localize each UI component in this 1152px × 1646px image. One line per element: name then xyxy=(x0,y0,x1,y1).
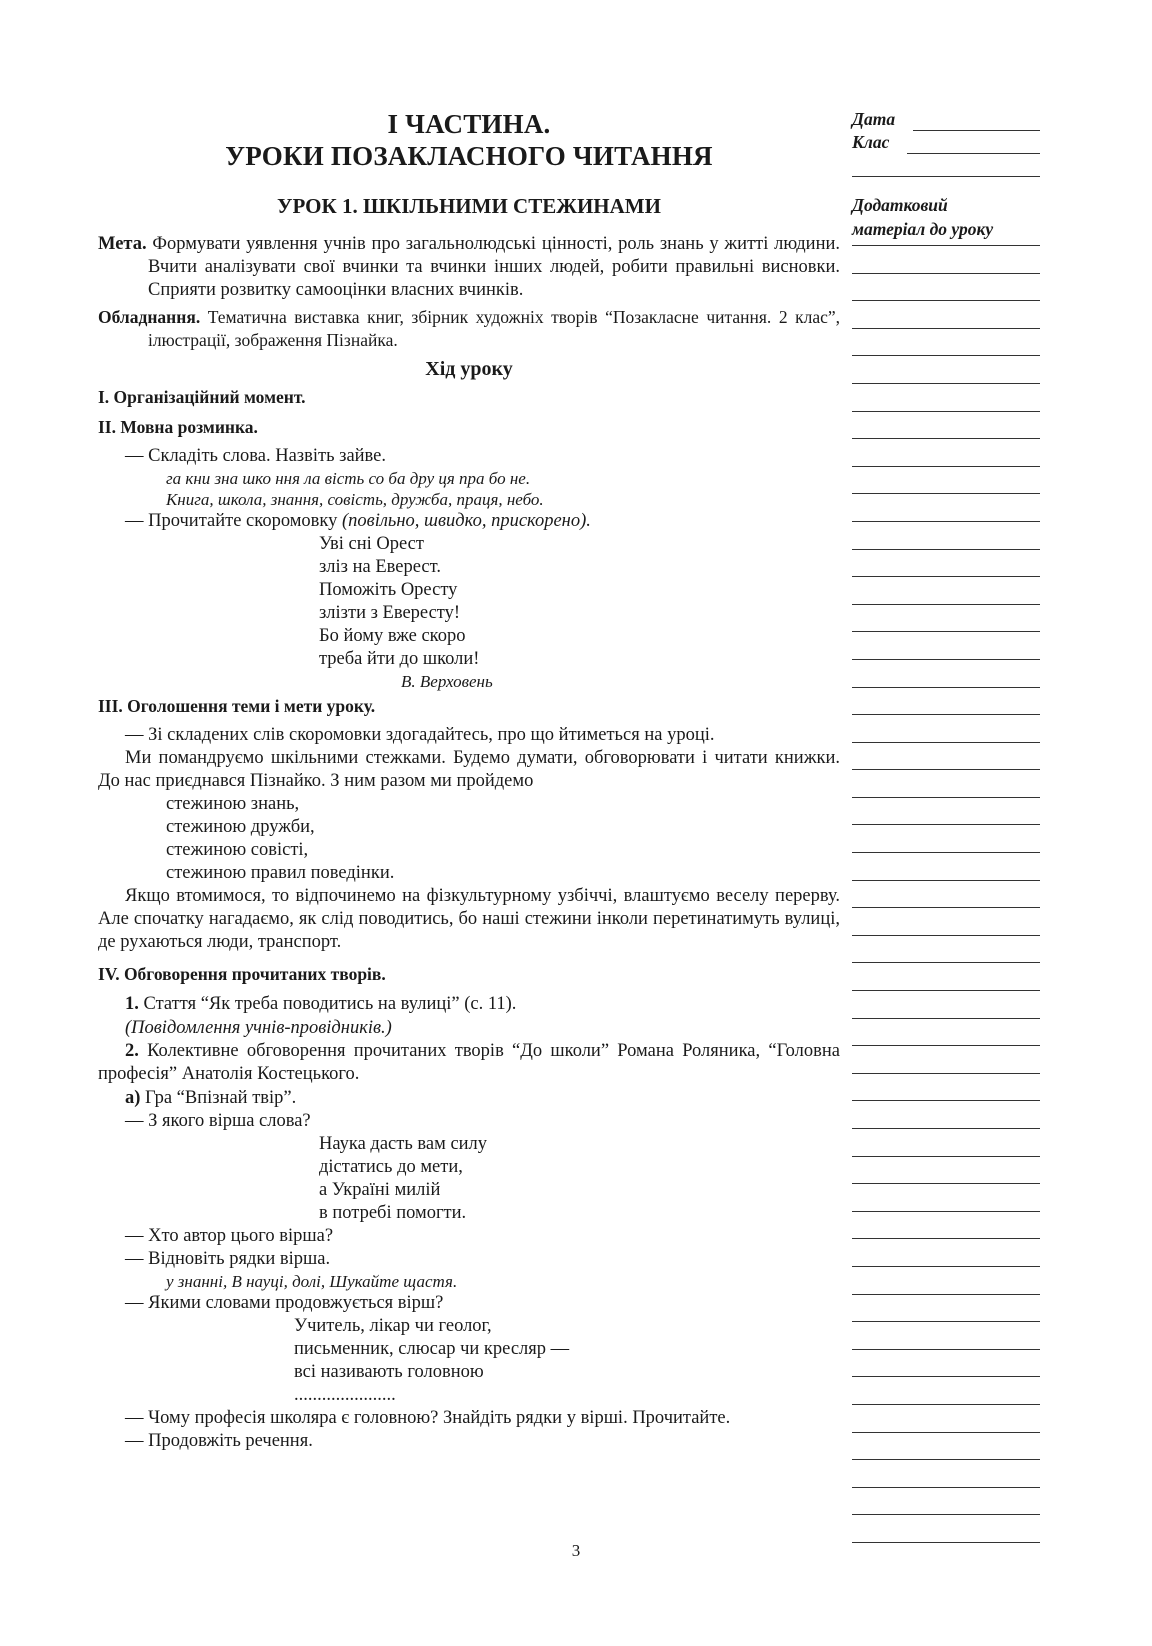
page-number: 3 xyxy=(571,1541,581,1560)
note-line[interactable] xyxy=(852,1487,1040,1488)
note-line[interactable] xyxy=(852,1404,1040,1405)
note-line[interactable] xyxy=(852,1294,1040,1295)
note-line[interactable] xyxy=(852,1321,1040,1322)
note-line[interactable] xyxy=(852,1211,1040,1212)
poem-1-line: дістатись до мети, xyxy=(319,1157,463,1177)
note-line[interactable] xyxy=(852,824,1040,825)
part-subtitle: УРОКИ ПОЗАКЛАСНОГО ЧИТАННЯ xyxy=(225,141,713,171)
note-line[interactable] xyxy=(852,328,1040,329)
poem-1-line: а Україні милій xyxy=(319,1180,441,1200)
game-item xyxy=(98,1086,840,1110)
poem-1-line: в потребі помогти. xyxy=(319,1203,467,1223)
question-3: — Відновіть рядки вірша. xyxy=(125,1249,331,1269)
warmup-task-1: — Складіть слова. Назвіть зайве. xyxy=(125,446,387,466)
note-line[interactable] xyxy=(852,631,1040,632)
note-line[interactable] xyxy=(852,383,1040,384)
lesson-title: УРОК 1. ШКІЛЬНИМИ СТЕЖИНАМИ xyxy=(277,194,661,218)
note-line[interactable] xyxy=(852,604,1040,605)
poem-line: Поможіть Оресту xyxy=(319,580,458,600)
equipment-label: Обладнання. xyxy=(98,307,201,327)
notes-lines xyxy=(852,245,1040,1543)
note-line[interactable] xyxy=(852,769,1040,770)
item-1-number: 1. xyxy=(125,994,139,1014)
note-line[interactable] xyxy=(852,466,1040,467)
equipment-paragraph xyxy=(98,306,840,352)
path-item: стежиною правил поведінки. xyxy=(166,863,395,883)
warmup-task-2 xyxy=(98,510,840,533)
note-line[interactable] xyxy=(852,797,1040,798)
extra-material-label-line-2: матеріал до уроку xyxy=(852,219,994,239)
note-line[interactable] xyxy=(852,549,1040,550)
sidebar xyxy=(852,108,1040,1543)
path-item: стежиною знань, xyxy=(166,794,300,814)
item-2-number: 2. xyxy=(125,1041,139,1061)
section-3-heading: III. Оголошення теми і мети уроку. xyxy=(98,696,376,716)
note-line[interactable] xyxy=(852,1073,1040,1074)
item-2-text: Колективне обговорення прочитаних творів “До школи” Романа Роляника, “Головна професія” Анатолія Костецького. xyxy=(98,1041,840,1084)
note-line[interactable] xyxy=(852,1128,1040,1129)
note-line[interactable] xyxy=(852,852,1040,853)
note-line[interactable] xyxy=(852,1266,1040,1267)
note-line[interactable] xyxy=(852,1018,1040,1019)
topic-paragraph-1: — Зі складених слів скоромовки здогадайтесь, про що йтиметься на уроці. xyxy=(125,725,715,745)
note-line[interactable] xyxy=(852,962,1040,963)
poem-line: Уві сні Орест xyxy=(319,534,424,554)
warmup-syllables: га кни зна шко ння ла вість со ба дру ця пра бо не. xyxy=(166,469,531,488)
course-title: Хід уроку xyxy=(425,358,513,380)
poem-line: зліз на Еверест. xyxy=(319,557,441,577)
question-6: — Продовжіть речення. xyxy=(125,1431,313,1451)
part-title: I ЧАСТИНА. xyxy=(387,109,551,139)
section-1-heading: I. Організаційний момент. xyxy=(98,387,306,407)
blank-line[interactable] xyxy=(852,176,1040,177)
date-label: Дата xyxy=(852,109,896,129)
note-line[interactable] xyxy=(852,355,1040,356)
question-5: — Чому професія школяра є головною? Знайдіть рядки у вірші. Прочитайте. xyxy=(125,1408,731,1428)
poem-line: Бо йому вже скоро xyxy=(319,626,466,646)
note-line[interactable] xyxy=(852,1376,1040,1377)
note-line[interactable] xyxy=(852,300,1040,301)
note-line[interactable] xyxy=(852,1459,1040,1460)
extra-material-label-line-1: Додатковий xyxy=(852,195,948,215)
note-line[interactable] xyxy=(852,880,1040,881)
section-2-heading: II. Мовна розминка. xyxy=(98,417,258,437)
note-line[interactable] xyxy=(852,714,1040,715)
discussion-item-1 xyxy=(98,992,840,1016)
question-3-words: у знанні, В науці, долі, Шукайте щастя. xyxy=(166,1272,458,1291)
note-line[interactable] xyxy=(852,1100,1040,1101)
topic-paragraph-2: Ми помандруємо шкільними стежками. Будемо думати, обговорювати і читати книжки. До нас приєднався Пізнайко. З ним разом ми пройдемо xyxy=(98,748,840,791)
note-line[interactable] xyxy=(852,1183,1040,1184)
note-line[interactable] xyxy=(852,1045,1040,1046)
class-field[interactable] xyxy=(907,137,1040,154)
game-text: Гра “Впізнай твір”. xyxy=(145,1088,297,1108)
poem-2-line: ...................... xyxy=(294,1385,396,1405)
note-line[interactable] xyxy=(852,1432,1040,1433)
extra-material-label xyxy=(852,193,1040,241)
note-line[interactable] xyxy=(852,493,1040,494)
question-4: — Якими словами продовжується вірш? xyxy=(125,1293,444,1313)
path-item: стежиною совісті, xyxy=(166,840,309,860)
note-line[interactable] xyxy=(852,1238,1040,1239)
poem-1-line: Наука дасть вам силу xyxy=(319,1134,488,1154)
note-line[interactable] xyxy=(852,742,1040,743)
poem-line: треба йти до школи! xyxy=(319,649,480,669)
note-line[interactable] xyxy=(852,990,1040,991)
question-2: — Хто автор цього вірша? xyxy=(125,1226,334,1246)
goal-text: Формувати уявлення учнів про загальнолюдські цінності, роль знань у житті людини. Вчити аналізувати свої вчинки та вчинки інших людей, робити правильні висновки. Сприяти розвитку самооцінки власних вчинків. xyxy=(148,234,840,300)
note-line[interactable] xyxy=(852,1349,1040,1350)
note-line[interactable] xyxy=(852,687,1040,688)
warmup-answer: Книга, школа, знання, совість, дружба, праця, небо. xyxy=(166,490,544,509)
poem-author: В. Верховень xyxy=(401,672,493,691)
discussion-item-2 xyxy=(98,1040,840,1086)
goal-paragraph xyxy=(98,233,840,302)
note-line[interactable] xyxy=(852,273,1040,274)
note-line[interactable] xyxy=(852,1156,1040,1157)
note-line[interactable] xyxy=(852,521,1040,522)
poem-2-line: письменник, слюсар чи кресляр — xyxy=(294,1339,570,1359)
game-label: а) xyxy=(125,1088,141,1108)
note-line[interactable] xyxy=(852,411,1040,412)
date-field[interactable] xyxy=(913,114,1040,131)
class-label: Клас xyxy=(852,132,890,152)
path-item: стежиною дружби, xyxy=(166,817,315,837)
warmup-task-2-note: (повільно, швидко, прискорено). xyxy=(342,511,591,531)
equipment-text: Тематична виставка книг, збірник художніх творів “Позакласне читання. 2 клас”, ілюстрації, зображення Пізнайка. xyxy=(148,307,840,350)
note-line[interactable] xyxy=(852,907,1040,908)
poem-2-line: всі називають головною xyxy=(294,1362,484,1382)
note-line[interactable] xyxy=(852,245,1040,246)
date-row xyxy=(852,108,1040,131)
poem-line: злізти з Евересту! xyxy=(319,603,461,623)
section-4-heading: IV. Обговорення прочитаних творів. xyxy=(98,964,386,984)
note-line[interactable] xyxy=(852,659,1040,660)
goal-label: Мета. xyxy=(98,234,147,254)
note-line[interactable] xyxy=(852,438,1040,439)
class-row xyxy=(852,131,1040,154)
main-column xyxy=(98,108,840,1453)
poem-2-line: Учитель, лікар чи геолог, xyxy=(294,1316,492,1336)
note-line[interactable] xyxy=(852,576,1040,577)
warmup-task-2-text: — Прочитайте скоромовку xyxy=(125,511,343,531)
item-1-note: (Повідомлення учнів-провідників.) xyxy=(125,1018,392,1038)
question-1: — З якого вірша слова? xyxy=(125,1111,311,1131)
note-line[interactable] xyxy=(852,1514,1040,1515)
item-1-text: Стаття “Як треба поводитись на вулиці” (с. 11). xyxy=(143,994,517,1014)
topic-paragraph-3: Якщо втомимося, то відпочинемо на фізкультурному узбіччі, влаштуємо веселу перерву. Але спочатку нагадаємо, як слід поводитись, бо наші стежини інколи перетинатимуть вулиці, де рухаються люди, транспорт. xyxy=(98,886,840,952)
note-line[interactable] xyxy=(852,935,1040,936)
